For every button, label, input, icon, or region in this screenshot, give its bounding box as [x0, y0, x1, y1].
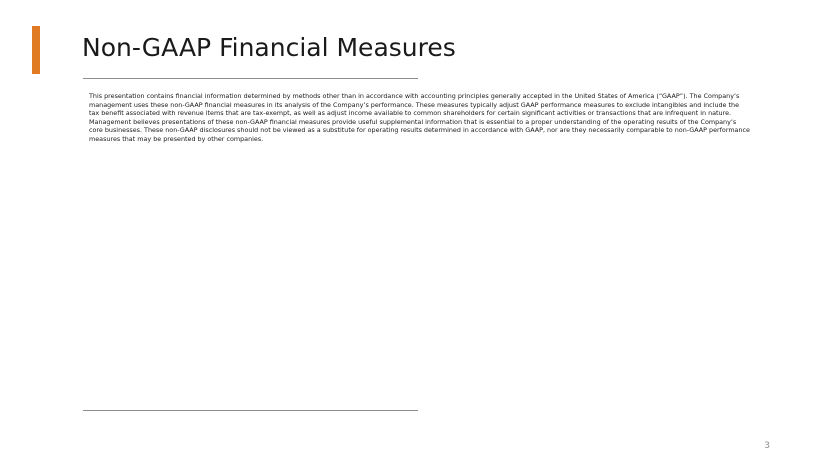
slide-title: Non-GAAP Financial Measures — [82, 33, 456, 62]
bottom-divider — [83, 410, 418, 411]
title-accent-bar — [32, 26, 40, 74]
disclaimer-text: This presentation contains financial information determined by methods other than in accordance with accounting principles generally accepted in the United States of America (“GAAP”). The Company’s management uses these non-GAAP financial measures in its analysis of the Company’s performance. These measures typically adjust GAAP performance measures to exclude intangibles and include the tax benefit associated with revenue items that are tax-exempt, as well as adjust income available to common shareholders for certain significant activities or transactions that are infrequent in nature. Management believes presentations of these non-GAAP financial measures provide useful supplemental information that is essential to a proper understanding of the operating results of the Company’s core businesses. These non-GAAP disclosures should not be viewed as a substitute for operating results determined in accordance with GAAP, nor are they necessarily comparable to non-GAAP performance measures that may be presented by other companies. — [89, 92, 750, 143]
top-divider — [83, 78, 418, 79]
page-number: 3 — [764, 441, 770, 451]
